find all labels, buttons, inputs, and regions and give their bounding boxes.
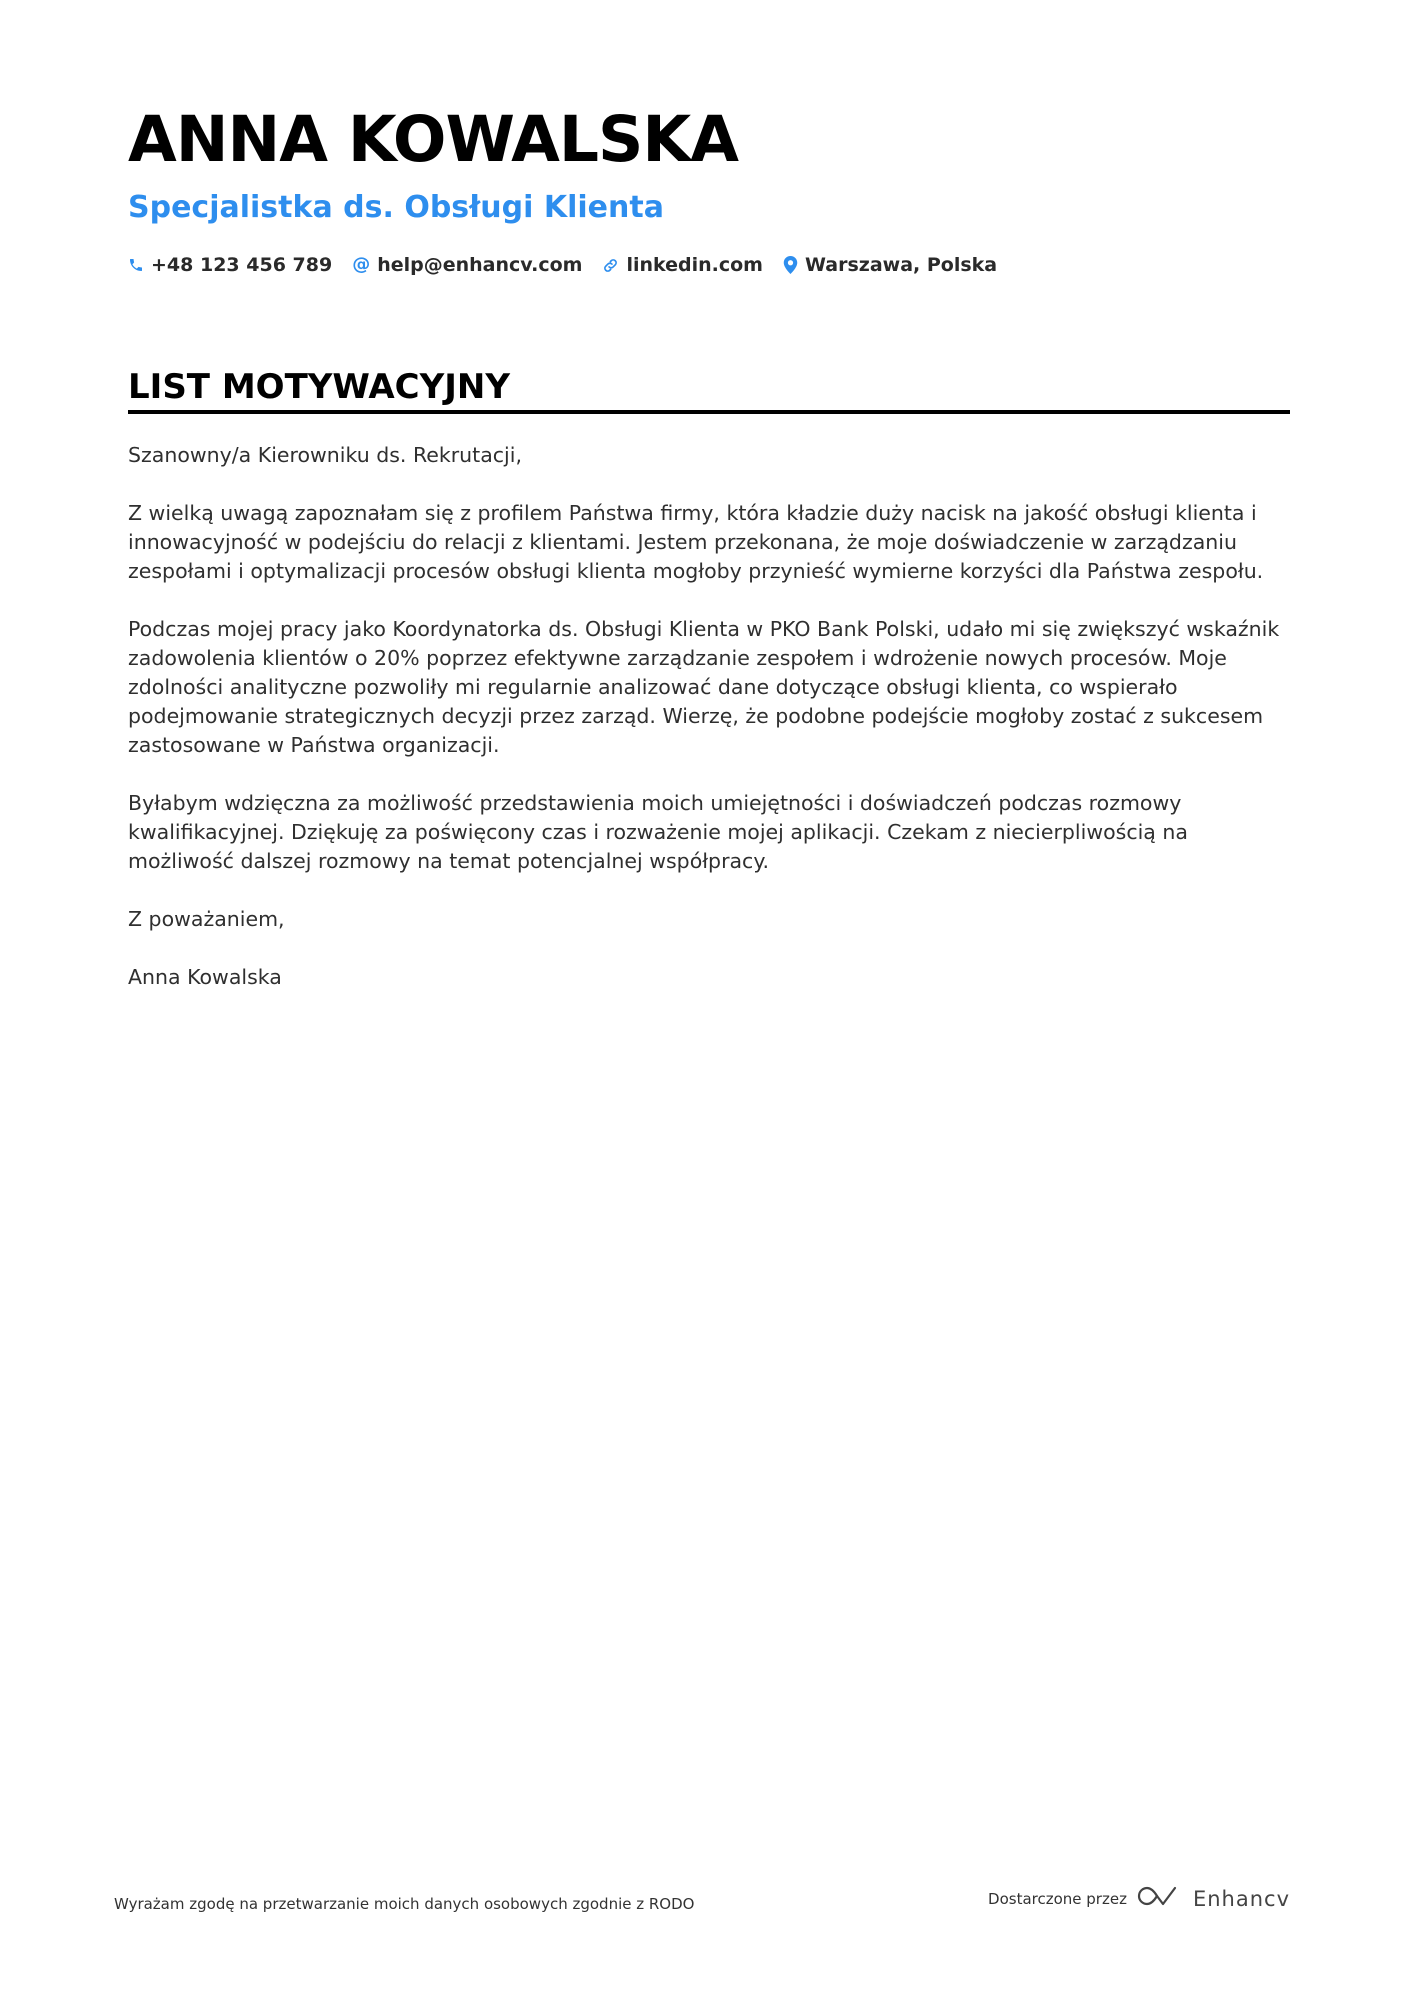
at-icon: @ [352,254,371,275]
location-pin-icon [783,256,798,274]
powered-by-label: Dostarczone przez [988,1889,1127,1908]
applicant-title: Specjalistka ds. Obsługi Klienta [128,190,664,225]
letter-paragraph: Byłabym wdzięczna za możliwość przedstawienia moich umiejętności i doświadczeń podczas rozmowy kwalifikacyjnej. Dziękuję za poświęcony czas i rozważenie mojej aplikacji. Czekam z niecierpliwością na możliwość dalszej rozmowy na temat potencjalnej współpracy. [128,791,1188,873]
phone-number: +48 123 456 789 [151,254,333,276]
contact-location [783,254,997,276]
gdpr-consent: Wyrażam zgodę na przetwarzanie moich danych osobowych zgodnie z RODO [114,1895,695,1913]
letter-signature: Anna Kowalska [128,965,282,989]
letter-body [128,441,1290,1021]
enhancv-logo-icon [1137,1884,1183,1913]
email-address[interactable]: help@enhancv.com [377,254,583,276]
letter-paragraph: Z wielką uwagą zapoznałam się z profilem Państwa firmy, która kładzie duży nacisk na jakość obsługi klienta i innowacyjność w podejściu do relacji z klientami. Jestem przekonana, że moje doświadczenie w zarządzaniu zespołami i optymalizacji procesów obsługi klienta mogłoby przynieść wymierne korzyści dla Państwa zespołu. [128,501,1264,583]
section-divider [128,410,1290,414]
contact-row [128,254,997,276]
letter-paragraph: Podczas mojej pracy jako Koordynatorka ds. Obsługi Klienta w PKO Bank Polski, udało mi się zwiększyć wskaźnik zadowolenia klientów o 20% poprzez efektywne zarządzanie zespołem i wdrożenie nowych procesów. Moje zdolności analityczne pozwoliły mi regularnie analizować dane dotyczące obsługi klienta, co wspierało podejmowanie strategicznych decyzji przez zarząd. Wierzę, że podobne podejście mogłoby zostać z sukcesem zastosowane w Państwa organizacji. [128,617,1280,757]
section-title: LIST MOTYWACYJNY [128,367,510,407]
contact-phone [128,254,332,276]
link-icon [602,257,619,274]
brand-name: Enhancv [1192,1886,1290,1911]
letter-closing: Z poważaniem, [128,907,285,931]
contact-email[interactable] [352,254,582,276]
powered-by[interactable] [988,1884,1290,1913]
letter-greeting: Szanowny/a Kierowniku ds. Rekrutacji, [128,443,522,467]
linkedin-link[interactable]: linkedin.com [626,254,763,276]
contact-linkedin[interactable] [602,254,763,276]
location-text: Warszawa, Polska [804,254,998,276]
phone-icon [128,257,144,273]
applicant-name: ANNA KOWALSKA [128,103,738,176]
